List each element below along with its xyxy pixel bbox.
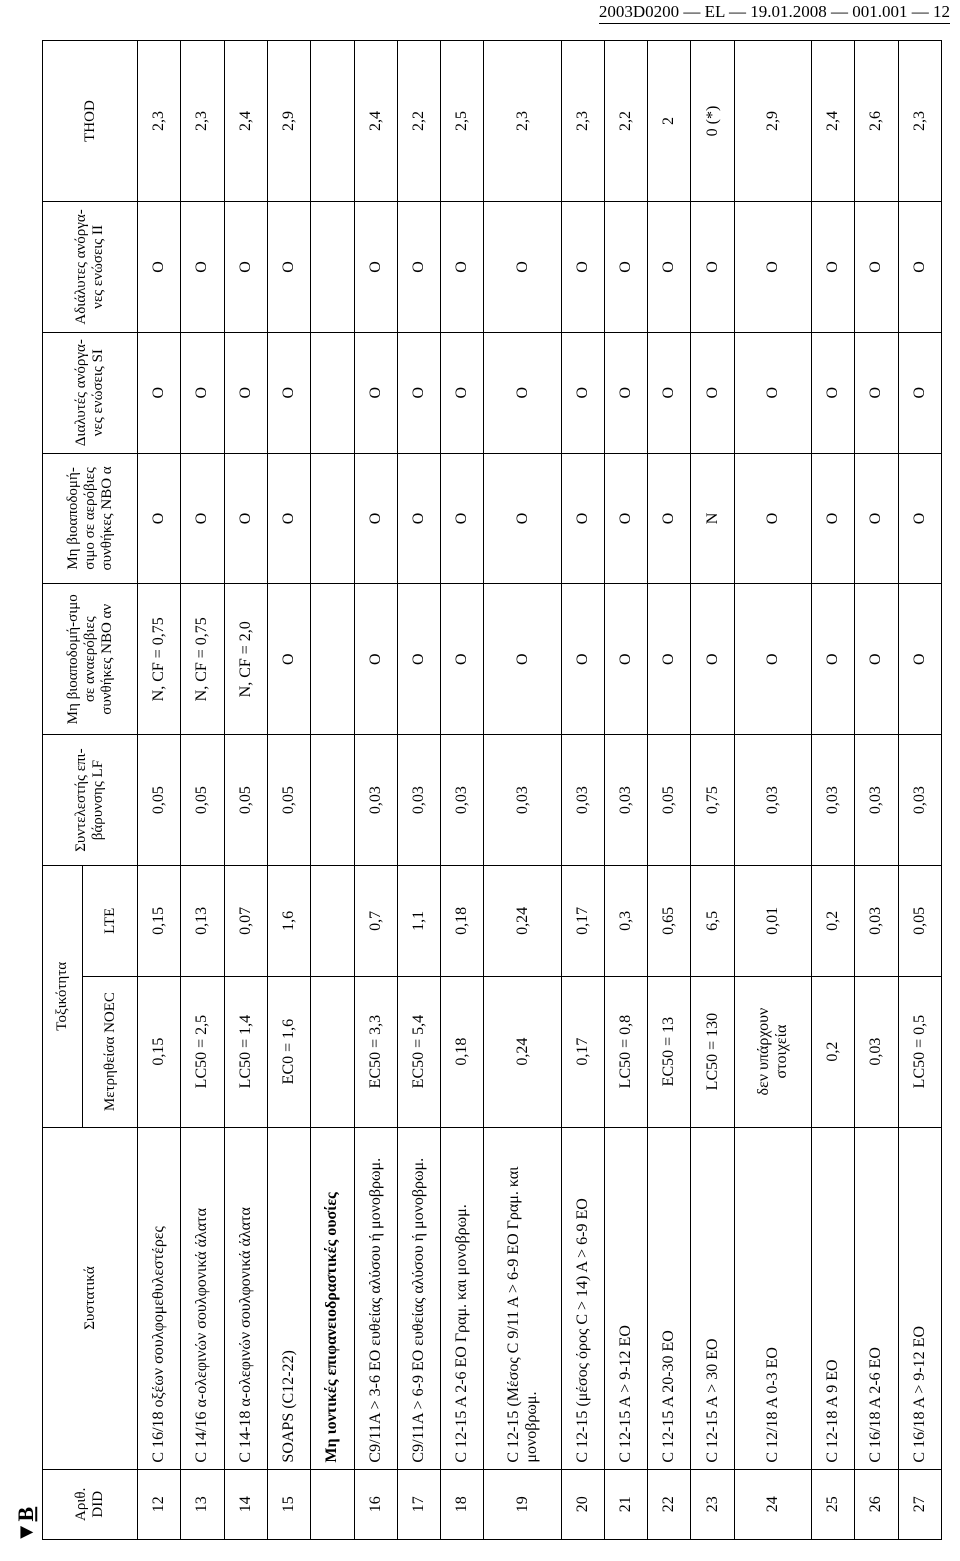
thod-cell: 2,3 — [898, 41, 941, 202]
lf-cell: 0,03 — [354, 735, 397, 866]
aerobic-cell: O — [855, 453, 898, 584]
anaerobic-cell: O — [267, 584, 310, 735]
did-cell: 15 — [267, 1469, 310, 1539]
ingredient-cell: C 16/18 A 2-6 EO — [855, 1127, 898, 1469]
thod-cell: 2,3 — [181, 41, 224, 202]
lte-cell: 6,5 — [691, 865, 734, 976]
noec-cell: LC50 = 130 — [691, 976, 734, 1127]
lte-cell: 1,6 — [267, 865, 310, 976]
lte-cell: 0,65 — [648, 865, 691, 976]
thod-cell: 0 (*) — [691, 41, 734, 202]
table-row — [811, 41, 854, 1540]
lte-cell: 0,01 — [734, 865, 811, 976]
table-row — [648, 41, 691, 1540]
col-header-toxicity: Τοξικότητα — [43, 865, 83, 1127]
si-cell: O — [267, 332, 310, 453]
ii-cell: O — [734, 202, 811, 333]
aerobic-cell: N — [691, 453, 734, 584]
si-cell: O — [691, 332, 734, 453]
anaerobic-cell: O — [561, 584, 604, 735]
ingredient-cell: C 16/18 οξέων σουλφομεθυλεστέρες — [138, 1127, 181, 1469]
thod-cell: 2,9 — [267, 41, 310, 202]
col-header-ingredients: Συστατικά — [43, 1127, 138, 1469]
si-cell: O — [898, 332, 941, 453]
lte-cell: 0,3 — [604, 865, 647, 976]
table-body-anionic — [138, 41, 311, 1540]
lf-cell: 0,05 — [267, 735, 310, 866]
anaerobic-cell: O — [734, 584, 811, 735]
noec-cell: 0,17 — [561, 976, 604, 1127]
aerobic-cell: O — [734, 453, 811, 584]
table-row — [734, 41, 811, 1540]
ingredient-cell: C 12-15 (Μέσος C 9/11 A > 6-9 EO Γραμ. και μονοβρωμ. — [484, 1127, 561, 1469]
aerobic-cell: O — [441, 453, 484, 584]
lf-cell: 0,03 — [898, 735, 941, 866]
aerobic-cell: O — [898, 453, 941, 584]
aerobic-cell: O — [604, 453, 647, 584]
lf-cell: 0,03 — [484, 735, 561, 866]
did-cell: 13 — [181, 1469, 224, 1539]
anaerobic-cell: O — [811, 584, 854, 735]
document-reference: 2003D0200 — EL — 19.01.2008 — 001.001 — 12 — [598, 2, 950, 21]
did-cell: 23 — [691, 1469, 734, 1539]
lf-cell: 0,03 — [811, 735, 854, 866]
table-row — [354, 41, 397, 1540]
anaerobic-cell: O — [484, 584, 561, 735]
lte-cell: 1,1 — [397, 865, 440, 976]
ii-cell: O — [561, 202, 604, 333]
noec-cell: δεν υπάρχουν στοιχεία — [734, 976, 811, 1127]
lte-cell: 0,17 — [561, 865, 604, 976]
lf-cell: 0,05 — [181, 735, 224, 866]
thod-cell: 2,3 — [561, 41, 604, 202]
table-row — [484, 41, 561, 1540]
table-row — [181, 41, 224, 1540]
ii-cell: O — [397, 202, 440, 333]
thod-cell: 2,2 — [604, 41, 647, 202]
did-cell: 27 — [898, 1469, 941, 1539]
noec-cell: LC50 = 0,8 — [604, 976, 647, 1127]
thod-cell: 2,4 — [811, 41, 854, 202]
thod-cell: 2,5 — [441, 41, 484, 202]
ii-cell: O — [354, 202, 397, 333]
table-row — [224, 41, 267, 1540]
si-cell: O — [354, 332, 397, 453]
noec-cell: EC50 = 5,4 — [397, 976, 440, 1127]
table-row — [898, 41, 941, 1540]
anaerobic-cell: N, CF = 0,75 — [181, 584, 224, 735]
anaerobic-cell: O — [691, 584, 734, 735]
did-cell: 19 — [484, 1469, 561, 1539]
noec-cell: 0,2 — [811, 976, 854, 1127]
ii-cell: O — [181, 202, 224, 333]
ingredient-cell: C 16/18 A > 9-12 EO — [898, 1127, 941, 1469]
lf-cell: 0,05 — [138, 735, 181, 866]
did-cell: 18 — [441, 1469, 484, 1539]
ii-cell: O — [224, 202, 267, 333]
ingredient-cell: C9/11A > 6-9 EO ευθείας αλύσου ή μονοβρωμ. — [397, 1127, 440, 1469]
col-header-ii: Αδιάλυτες ανόργα-νες ενώσεις II — [43, 202, 138, 333]
col-header-noec: Μετρηθείσα NOEC — [83, 976, 138, 1127]
did-cell: 25 — [811, 1469, 854, 1539]
ingredient-cell: C 12/18 A 0-3 EO — [734, 1127, 811, 1469]
section-did-cell — [311, 1469, 354, 1539]
lf-cell: 0,03 — [397, 735, 440, 866]
table-row — [604, 41, 647, 1540]
header-rule — [599, 23, 950, 24]
thod-cell: 2,3 — [484, 41, 561, 202]
si-cell: O — [138, 332, 181, 453]
col-header-lte: LTE — [83, 865, 138, 976]
ingredients-table — [42, 40, 942, 1540]
aerobic-cell: O — [138, 453, 181, 584]
lf-cell: 0,05 — [648, 735, 691, 866]
anaerobic-cell: O — [898, 584, 941, 735]
aerobic-cell: O — [648, 453, 691, 584]
lte-cell: 0,24 — [484, 865, 561, 976]
ii-cell: O — [604, 202, 647, 333]
noec-cell: LC50 = 0,5 — [898, 976, 941, 1127]
table-row — [397, 41, 440, 1540]
col-header-lf: Συντελεστής επι-βάρυνσης LF — [43, 735, 138, 866]
ii-cell: O — [648, 202, 691, 333]
table-row — [138, 41, 181, 1540]
aerobic-cell: O — [484, 453, 561, 584]
ii-cell: O — [691, 202, 734, 333]
lf-cell: 0,03 — [855, 735, 898, 866]
si-cell: O — [811, 332, 854, 453]
si-cell: O — [181, 332, 224, 453]
anaerobic-cell: O — [441, 584, 484, 735]
si-cell: O — [734, 332, 811, 453]
lf-cell: 0,05 — [224, 735, 267, 866]
marker-letter: B — [13, 1506, 39, 1522]
table-body-nonionic — [354, 41, 941, 1540]
lf-cell: 0,03 — [441, 735, 484, 866]
col-header-thod: THOD — [43, 41, 138, 202]
anaerobic-cell: O — [604, 584, 647, 735]
did-cell: 21 — [604, 1469, 647, 1539]
si-cell: O — [441, 332, 484, 453]
si-cell: O — [648, 332, 691, 453]
thod-cell: 2,4 — [354, 41, 397, 202]
ingredient-cell: C 14-18 α-ολεφινών σουλφονικά άλατα — [224, 1127, 267, 1469]
ingredient-cell: SOAPS (C12-22) — [267, 1127, 310, 1469]
ii-cell: O — [267, 202, 310, 333]
noec-cell: LC50 = 2,5 — [181, 976, 224, 1127]
lte-cell: 0,18 — [441, 865, 484, 976]
noec-cell: 0,24 — [484, 976, 561, 1127]
col-header-aerobic: Μη βιοαποδομή-σιμο σε αερόβιες συνθήκες NBO α — [43, 453, 138, 584]
anaerobic-cell: O — [855, 584, 898, 735]
anaerobic-cell: O — [397, 584, 440, 735]
did-cell: 12 — [138, 1469, 181, 1539]
noec-cell: LC50 = 1,4 — [224, 976, 267, 1127]
aerobic-cell: O — [811, 453, 854, 584]
lte-cell: 0,07 — [224, 865, 267, 976]
anaerobic-cell: N, CF = 0,75 — [138, 584, 181, 735]
marker-arrow: ▼ — [13, 1521, 39, 1544]
thod-cell: 2,2 — [397, 41, 440, 202]
noec-cell: EC50 = 13 — [648, 976, 691, 1127]
col-header-si: Διαλυτές ανόργα-νες ενώσεις SI — [43, 332, 138, 453]
ingredient-cell: C 12-15 A > 9-12 EO — [604, 1127, 647, 1469]
ingredient-cell: C 12-15 A 20-30 EO — [648, 1127, 691, 1469]
si-cell: O — [561, 332, 604, 453]
lf-cell: 0,75 — [691, 735, 734, 866]
thod-cell: 2,6 — [855, 41, 898, 202]
col-header-anaerobic: Μη βιοαποδομή-σιμο σε αναερόβιες συνθήκες NBO αν — [43, 584, 138, 735]
aerobic-cell: O — [354, 453, 397, 584]
table-row — [691, 41, 734, 1540]
thod-cell: 2 — [648, 41, 691, 202]
noec-cell: EC0 = 1,6 — [267, 976, 310, 1127]
thod-cell: 2,9 — [734, 41, 811, 202]
ingredient-cell: C 12-15 A 2-6 EO Γραμ. και μονοβρωμ. — [441, 1127, 484, 1469]
si-cell: O — [855, 332, 898, 453]
ingredient-cell: C 12-15 (μέσος όρος C > 14) A > 6-9 EO — [561, 1127, 604, 1469]
ii-cell: O — [441, 202, 484, 333]
amendment-marker — [13, 1507, 39, 1543]
table-row — [561, 41, 604, 1540]
aerobic-cell: O — [267, 453, 310, 584]
lte-cell: 0,7 — [354, 865, 397, 976]
si-cell: O — [604, 332, 647, 453]
ii-cell: O — [855, 202, 898, 333]
thod-cell: 2,3 — [138, 41, 181, 202]
aerobic-cell: O — [397, 453, 440, 584]
si-cell: O — [397, 332, 440, 453]
did-cell: 24 — [734, 1469, 811, 1539]
lf-cell: 0,03 — [561, 735, 604, 866]
did-cell: 20 — [561, 1469, 604, 1539]
ii-cell: O — [484, 202, 561, 333]
did-cell: 17 — [397, 1469, 440, 1539]
ii-cell: O — [811, 202, 854, 333]
did-cell: 22 — [648, 1469, 691, 1539]
did-cell: 26 — [855, 1469, 898, 1539]
thod-cell: 2,4 — [224, 41, 267, 202]
table-row — [855, 41, 898, 1540]
anaerobic-cell: O — [648, 584, 691, 735]
aerobic-cell: O — [561, 453, 604, 584]
ingredient-cell: C 12-15 A > 30 EO — [691, 1127, 734, 1469]
table-row — [441, 41, 484, 1540]
lte-cell: 0,13 — [181, 865, 224, 976]
ingredient-cell: C 12-18 A 9 EO — [811, 1127, 854, 1469]
noec-cell: 0,03 — [855, 976, 898, 1127]
table-row — [267, 41, 310, 1540]
noec-cell: 0,18 — [441, 976, 484, 1127]
did-cell: 14 — [224, 1469, 267, 1539]
page-header — [599, 2, 950, 22]
lf-cell: 0,03 — [734, 735, 811, 866]
lte-cell: 0,03 — [855, 865, 898, 976]
si-cell: O — [224, 332, 267, 453]
table-section — [311, 41, 354, 1540]
col-header-did: Αριθ. DID — [43, 1469, 138, 1539]
ii-cell: O — [898, 202, 941, 333]
ingredient-cell: C 14/16 α-ολεφινών σουλφονικά άλατα — [181, 1127, 224, 1469]
noec-cell: 0,15 — [138, 976, 181, 1127]
lte-cell: 0,05 — [898, 865, 941, 976]
anaerobic-cell: N, CF = 2,0 — [224, 584, 267, 735]
si-cell: O — [484, 332, 561, 453]
section-heading: Μη ιοντικές επιφανειοδραστικές ουσίες — [311, 1127, 354, 1469]
rotated-table-wrapper — [42, 40, 942, 1540]
aerobic-cell: O — [224, 453, 267, 584]
did-cell: 16 — [354, 1469, 397, 1539]
ii-cell: O — [138, 202, 181, 333]
lf-cell: 0,03 — [604, 735, 647, 866]
noec-cell: EC50 = 3,3 — [354, 976, 397, 1127]
anaerobic-cell: O — [354, 584, 397, 735]
aerobic-cell: O — [181, 453, 224, 584]
ingredient-cell: C9/11A > 3-6 EO ευθείας αλύσου ή μονοβρωμ. — [354, 1127, 397, 1469]
lte-cell: 0,2 — [811, 865, 854, 976]
lte-cell: 0,15 — [138, 865, 181, 976]
